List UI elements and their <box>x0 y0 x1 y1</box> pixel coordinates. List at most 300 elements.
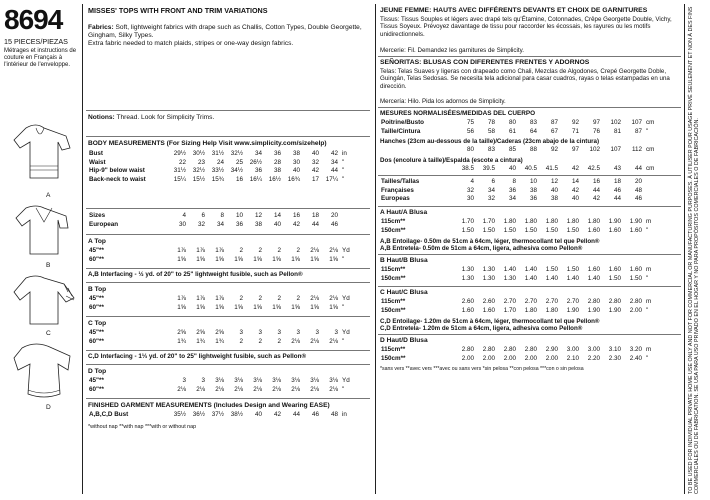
english-footnote: *without nap **with nap ***with or without nap <box>88 424 197 430</box>
table-cell: 40 <box>571 195 579 203</box>
table-cell: 1⅞ <box>177 247 186 254</box>
table-cell: 32 <box>311 158 319 166</box>
dos-table <box>380 165 657 174</box>
table-cell: 2⅛ <box>310 385 319 393</box>
table-row <box>88 304 353 313</box>
table-cell: 2 <box>239 295 243 302</box>
row-label: 45"** <box>89 377 104 384</box>
table-cell: 37½ <box>211 411 224 418</box>
table-cell: 35½ <box>173 411 186 418</box>
table-row <box>88 221 353 230</box>
table-cell: 2.10 <box>566 354 579 362</box>
table-cell: 78 <box>487 119 495 126</box>
table-cell: 44 <box>634 165 642 172</box>
table-cell: 42.5 <box>587 165 600 172</box>
divider-middle <box>375 4 376 494</box>
divider <box>86 398 370 399</box>
divider <box>86 268 370 269</box>
tailles-table <box>380 178 657 204</box>
table-row <box>380 146 657 155</box>
table-cell: cm <box>646 146 655 153</box>
table-cell: 36 <box>529 195 537 203</box>
table-cell: 31½ <box>211 150 224 157</box>
row-label: 115cm** <box>381 266 406 273</box>
table-cell: 3 <box>201 377 205 384</box>
table-cell: 14 <box>571 178 579 185</box>
table-cell: 1.70 <box>461 218 474 225</box>
table-cell: 1.80 <box>503 218 516 225</box>
notions-label: Notions: <box>88 114 115 121</box>
table-cell: 42 <box>311 167 319 175</box>
table-cell: " <box>342 337 345 345</box>
body-measurements-table <box>88 150 353 184</box>
table-cell: 1.30 <box>461 266 474 273</box>
table-cell: 2 <box>239 337 243 345</box>
table-cell: 16 <box>292 212 300 219</box>
table-cell: 2.80 <box>524 346 537 353</box>
table-cell: 83 <box>529 119 537 126</box>
table-cell: " <box>342 385 345 393</box>
table-cell: 40 <box>273 220 281 228</box>
a-top-label: A Top <box>88 238 106 245</box>
table-cell: 34 <box>330 158 338 166</box>
table-cell: 44 <box>311 220 319 228</box>
table-cell: 81 <box>613 127 621 135</box>
table-cell: 3⅛ <box>253 377 262 384</box>
table-row <box>88 167 353 176</box>
table-cell: " <box>342 167 345 175</box>
table-cell: 6 <box>201 212 205 219</box>
table-cell: in <box>342 150 347 157</box>
table-cell: " <box>342 158 345 166</box>
table-cell: 2 <box>239 247 243 254</box>
table-cell: " <box>646 226 649 234</box>
table-cell: 38 <box>529 186 537 194</box>
table-cell: 107 <box>610 146 621 153</box>
table-cell: 44 <box>592 186 600 194</box>
table-cell: 3 <box>277 329 281 336</box>
row-label: 60"** <box>89 337 104 345</box>
row-label: European <box>89 220 119 228</box>
table-cell: 1.80 <box>566 218 579 225</box>
table-cell: 1.50 <box>545 226 558 234</box>
table-cell: 88 <box>529 146 537 153</box>
table-cell: 1.30 <box>482 266 495 273</box>
table-cell: 102 <box>589 146 600 153</box>
finished-title: FINISHED GARMENT MEASUREMENTS (Includes Design and Wearing EASE) <box>88 402 330 409</box>
table-row <box>380 307 657 316</box>
a-top-table <box>88 247 353 264</box>
table-cell: 33½ <box>211 167 224 175</box>
table-cell: Yd <box>342 377 350 384</box>
table-cell: 2 <box>277 247 281 254</box>
table-row <box>380 165 657 174</box>
table-cell: 15½ <box>192 175 205 183</box>
divider <box>86 234 370 235</box>
view-c-label: C <box>46 330 51 337</box>
table-cell <box>643 195 657 204</box>
divider <box>378 175 681 176</box>
table-cell: 1.40 <box>566 274 579 282</box>
row-label: Europeas <box>381 195 410 203</box>
table-cell: 12 <box>254 212 262 219</box>
table-cell: 3.00 <box>587 346 600 353</box>
table-cell: " <box>646 274 649 282</box>
table-cell: 112 <box>631 146 642 153</box>
table-cell: 32½ <box>192 167 205 175</box>
body-measurements-title: BODY MEASUREMENTS (For Sizing Help Visit www.simplicity.com/sizehelp) <box>88 140 327 147</box>
row-label: 150cm** <box>381 306 406 314</box>
mesures-table <box>380 119 657 136</box>
table-row <box>380 355 657 364</box>
row-label: 115cm** <box>381 298 406 305</box>
table-cell: 92 <box>550 146 558 153</box>
table-cell: 2.70 <box>566 298 579 305</box>
row-label: Waist <box>89 158 106 166</box>
table-cell: 1⅞ <box>215 247 224 254</box>
divider-right <box>684 4 685 494</box>
table-cell: 2.60 <box>482 298 495 305</box>
pattern-number: 8694 <box>4 4 63 35</box>
table-cell: 2.80 <box>482 346 495 353</box>
table-cell: Yd <box>342 295 350 302</box>
table-cell: 15¾ <box>211 175 224 183</box>
table-cell: 2 <box>277 295 281 302</box>
table-cell: 2.20 <box>587 354 600 362</box>
table-cell: 10 <box>529 178 537 185</box>
table-row <box>88 150 353 159</box>
table-cell: 1.90 <box>587 306 600 314</box>
view-c-illustration <box>8 272 80 332</box>
table-cell: 15¼ <box>173 175 186 183</box>
table-cell: 30 <box>466 195 474 203</box>
table-cell: 34 <box>487 186 495 194</box>
table-cell: 1.60 <box>629 266 642 273</box>
sizes-table <box>88 212 353 229</box>
french-mercerie: Mercerie: Fil. Demandez les garnitures de Simplicity. <box>380 47 524 54</box>
table-cell <box>339 212 353 221</box>
table-cell: 67 <box>550 127 558 135</box>
view-b-label: B <box>46 262 51 269</box>
table-cell: 42 <box>571 165 579 172</box>
table-cell: 85 <box>508 146 516 153</box>
table-row <box>88 295 353 304</box>
table-cell: 2⅝ <box>177 329 186 336</box>
table-cell: 38 <box>254 220 262 228</box>
row-label: 150cm** <box>381 226 406 234</box>
table-cell: 1⅝ <box>291 255 300 263</box>
row-label: Bust <box>89 150 103 157</box>
table-cell: 40 <box>292 167 300 175</box>
table-cell: 64 <box>529 127 537 135</box>
mesures-title: MESURES NORMALISÉES/MEDIDAS DEL CUERPO <box>380 110 536 117</box>
table-cell: 2.00 <box>503 354 516 362</box>
table-row <box>88 159 353 168</box>
table-cell: 29½ <box>173 150 186 157</box>
table-cell: 1.50 <box>461 226 474 234</box>
table-cell: 2⅛ <box>272 385 281 393</box>
table-cell: 3 <box>239 329 243 336</box>
table-cell <box>643 178 657 187</box>
table-cell: 1¾ <box>196 337 205 345</box>
table-cell: 3 <box>182 377 186 384</box>
pattern-pieces: 15 PIECES/PIEZAS <box>4 37 68 46</box>
table-cell: 2.80 <box>608 298 621 305</box>
table-cell: 76 <box>592 127 600 135</box>
table-cell: 1⅝ <box>291 303 300 311</box>
table-cell: 24 <box>216 158 224 166</box>
table-cell: 38 <box>292 150 300 157</box>
table-cell: 1.90 <box>608 306 621 314</box>
table-cell: 2⅛ <box>291 385 300 393</box>
table-cell: 1.80 <box>587 218 600 225</box>
table-row <box>88 386 353 395</box>
divider <box>86 350 370 351</box>
table-cell: 2⅛ <box>329 385 338 393</box>
row-label: Back-neck to waist <box>89 175 146 183</box>
view-d-illustration <box>8 340 80 402</box>
table-cell: 36 <box>273 150 281 157</box>
table-cell: 1.60 <box>461 306 474 314</box>
table-cell: 2 <box>258 337 262 345</box>
table-cell: 34 <box>254 150 262 157</box>
row-label: Taille/Cintura <box>381 127 421 135</box>
table-cell: 16 <box>592 178 600 185</box>
table-cell: 43 <box>613 165 621 172</box>
table-cell: 2⅛ <box>310 337 319 345</box>
table-cell: 46 <box>634 195 642 203</box>
table-cell: " <box>646 127 649 135</box>
table-cell: 1⅝ <box>234 303 243 311</box>
table-cell: 2 <box>296 295 300 302</box>
table-cell: 23 <box>197 158 205 166</box>
table-cell: 1.50 <box>503 226 516 234</box>
table-cell: 87 <box>550 119 558 126</box>
table-cell: 20 <box>634 178 642 185</box>
table-cell: 97 <box>592 119 600 126</box>
table-cell: 2⅛ <box>253 385 262 393</box>
table-cell: 17¼ <box>325 175 338 183</box>
table-cell: 16 <box>235 175 243 183</box>
table-row <box>380 275 657 284</box>
row-label <box>380 165 454 174</box>
table-cell: 1.50 <box>482 226 495 234</box>
table-row <box>88 338 353 347</box>
table-cell: 2⅛ <box>196 385 205 393</box>
spanish-telas: Telas: Telas Suaves y ligeras con drapeado como Chali, Mezclas de Algodones, Crepé Georgette Doble, Guingán, Telas Sedosas. Se necesita tela adicional para casar cuadros, rayas o telas estampadas en una dirección. <box>380 68 670 90</box>
table-cell: 3.00 <box>566 346 579 353</box>
table-cell: 32 <box>197 220 205 228</box>
table-cell: 2.00 <box>482 354 495 362</box>
table-cell: 107 <box>631 119 642 126</box>
table-cell: 42 <box>330 150 338 157</box>
table-cell: 3 <box>334 329 338 336</box>
table-row <box>88 256 353 265</box>
table-cell: 1.60 <box>482 306 495 314</box>
table-cell: 2 <box>296 247 300 254</box>
table-cell: 40.5 <box>524 165 537 172</box>
table-cell: 97 <box>571 146 579 153</box>
table-cell: 2.00 <box>524 354 537 362</box>
table-cell: 3 <box>258 329 262 336</box>
table-cell: 1⅝ <box>215 303 224 311</box>
table-cell: 1⅝ <box>253 303 262 311</box>
table-cell: 1.80 <box>545 218 558 225</box>
b-top-label: B Top <box>88 286 107 293</box>
table-cell: 1.60 <box>608 226 621 234</box>
divider <box>86 136 370 137</box>
notions-text: Thread. Look for Simplicity Trims. <box>116 114 215 121</box>
table-cell: 1.60 <box>587 226 600 234</box>
notions-block <box>88 114 368 122</box>
french-title: JEUNE FEMME: HAUTS AVEC DIFFÉRENTS DEVANTS ET CHOIX DE GARNITURES <box>380 7 648 14</box>
c-haut-label: C Haut/C Blusa <box>380 289 428 296</box>
table-cell: " <box>342 175 345 183</box>
row-label: 60"** <box>89 385 104 393</box>
table-cell: 20 <box>330 212 338 219</box>
table-cell: 1.30 <box>503 274 516 282</box>
table-cell: 3 <box>315 329 319 336</box>
table-cell: 2.70 <box>545 298 558 305</box>
table-row <box>380 195 657 204</box>
table-row <box>380 128 657 137</box>
table-cell: Yd <box>342 247 350 254</box>
table-cell: 2⅛ <box>329 247 338 254</box>
ab-entoilage: A,B Entoilage- 0.50m de 51cm à 64cm, léger, thermocollant tel que Pellon® <box>380 238 600 245</box>
table-cell: 34½ <box>230 167 243 175</box>
extra-fabric-note: Extra fabric needed to match plaids, stripes or one-way design fabrics. <box>88 40 294 47</box>
table-cell: 1.90 <box>629 218 642 225</box>
table-cell: 3⅛ <box>310 377 319 384</box>
table-cell: 10 <box>235 212 243 219</box>
table-cell: 1.50 <box>524 226 537 234</box>
table-cell: 48 <box>330 411 338 418</box>
table-cell: 40 <box>254 411 262 418</box>
table-cell: 2.80 <box>629 298 642 305</box>
french-note: Métrages et instructions de couture en Français à l'intérieur de l'enveloppe. <box>4 48 77 68</box>
view-a-label: A <box>46 192 51 199</box>
table-cell: 16¾ <box>287 175 300 183</box>
table-cell: 1.40 <box>587 274 600 282</box>
table-cell: 2⅛ <box>234 385 243 393</box>
table-cell: 2.40 <box>629 354 642 362</box>
table-cell: 2.30 <box>608 354 621 362</box>
table-cell: 80 <box>508 119 516 126</box>
table-cell: 3.20 <box>629 346 642 353</box>
table-cell: cm <box>646 119 655 126</box>
table-cell: 4 <box>470 178 474 185</box>
table-cell: 1.70 <box>482 218 495 225</box>
table-cell: 1.90 <box>566 306 579 314</box>
table-cell: 26½ <box>249 158 262 166</box>
table-cell: 1.50 <box>566 266 579 273</box>
table-row <box>380 266 657 275</box>
table-cell <box>643 187 657 196</box>
row-label: Tailles/Tallas <box>381 178 420 185</box>
table-row <box>88 247 353 256</box>
row-label: Hip-9" below waist <box>89 167 145 175</box>
table-cell: 3⅛ <box>215 377 224 384</box>
table-cell: 1⅞ <box>215 295 224 302</box>
table-cell: 30 <box>178 220 186 228</box>
table-cell: 38 <box>273 167 281 175</box>
table-cell: 1.80 <box>524 218 537 225</box>
table-cell: 1.80 <box>524 306 537 314</box>
row-label: 60"** <box>89 303 104 311</box>
table-cell: 2⅛ <box>310 247 319 254</box>
table-cell: cm <box>646 165 655 172</box>
table-cell: 1.40 <box>524 274 537 282</box>
table-cell: 40 <box>311 150 319 157</box>
table-row <box>380 218 657 227</box>
table-row <box>88 377 353 386</box>
table-cell: 8 <box>220 212 224 219</box>
table-cell: 44 <box>613 195 621 203</box>
finished-table <box>88 411 353 420</box>
table-cell <box>339 221 353 230</box>
d-top-table <box>88 377 353 394</box>
table-cell: 40 <box>508 165 516 172</box>
c-top-table <box>88 329 353 346</box>
table-cell: 1.50 <box>545 266 558 273</box>
table-cell: 1.80 <box>545 306 558 314</box>
table-cell: 48 <box>634 186 642 194</box>
spanish-merceria: Mercería: Hilo. Pida los adornos de Simplicity. <box>380 98 506 105</box>
table-cell: 38 <box>550 195 558 203</box>
table-cell: 36½ <box>192 411 205 418</box>
table-cell: 2 <box>258 247 262 254</box>
table-cell: 87 <box>634 127 642 135</box>
cd-interfacing: C,D Interfacing - 1⅓ yd. of 20" to 25" lightweight fusible, such as Pellon® <box>88 353 307 360</box>
fabrics-label: Fabrics: <box>88 24 114 31</box>
table-cell: 1.30 <box>482 274 495 282</box>
table-cell: 36 <box>254 167 262 175</box>
table-cell: 34 <box>216 220 224 228</box>
divider <box>86 110 370 111</box>
table-cell: 1⅝ <box>329 255 338 263</box>
table-cell: 3 <box>296 329 300 336</box>
divider <box>378 107 681 108</box>
table-cell: 39.5 <box>482 165 495 172</box>
table-cell: 1⅝ <box>272 255 281 263</box>
fabrics-text: Soft, lightweight fabrics with drape such as Challis, Cotton Types, Double Georgette, Gingham, Silky Types. <box>88 24 362 39</box>
table-cell: 1⅝ <box>196 303 205 311</box>
table-cell: 6 <box>491 178 495 185</box>
table-cell: 92 <box>571 119 579 126</box>
table-cell: 1⅝ <box>177 303 186 311</box>
row-label: 45"** <box>89 329 104 336</box>
table-cell: " <box>342 303 345 311</box>
table-cell: 18 <box>613 178 621 185</box>
table-cell: 38½ <box>230 411 243 418</box>
table-cell: 83 <box>487 146 495 153</box>
c-top-label: C Top <box>88 320 107 327</box>
table-cell: 2 <box>258 295 262 302</box>
table-cell: 2⅛ <box>329 295 338 302</box>
table-cell: 1.40 <box>524 266 537 273</box>
cd-entretela: C,D Entretela- 1.20m de 51cm a 64cm, ligera, adhesiva como Pellon® <box>380 325 583 332</box>
french-tissus: Tissus: Tissus Souples et légers avec drapé tels qu'Étamine, Cotonnades, Crêpe Georgette Double, Vichy, Tissus Soyeux. Prévoyez davantage de tissu pour raccorder les écossais, les rayures ou les motifs unidirectionnels. <box>380 16 672 38</box>
table-cell: in <box>342 411 347 418</box>
table-cell: 1.30 <box>461 274 474 282</box>
table-cell: 32 <box>466 186 474 194</box>
table-cell: 40 <box>550 186 558 194</box>
table-cell: 14 <box>273 212 281 219</box>
table-cell: m <box>646 346 652 353</box>
table-cell: 30½ <box>192 150 205 157</box>
table-cell: 44 <box>292 411 300 418</box>
table-cell: 2.80 <box>503 346 516 353</box>
